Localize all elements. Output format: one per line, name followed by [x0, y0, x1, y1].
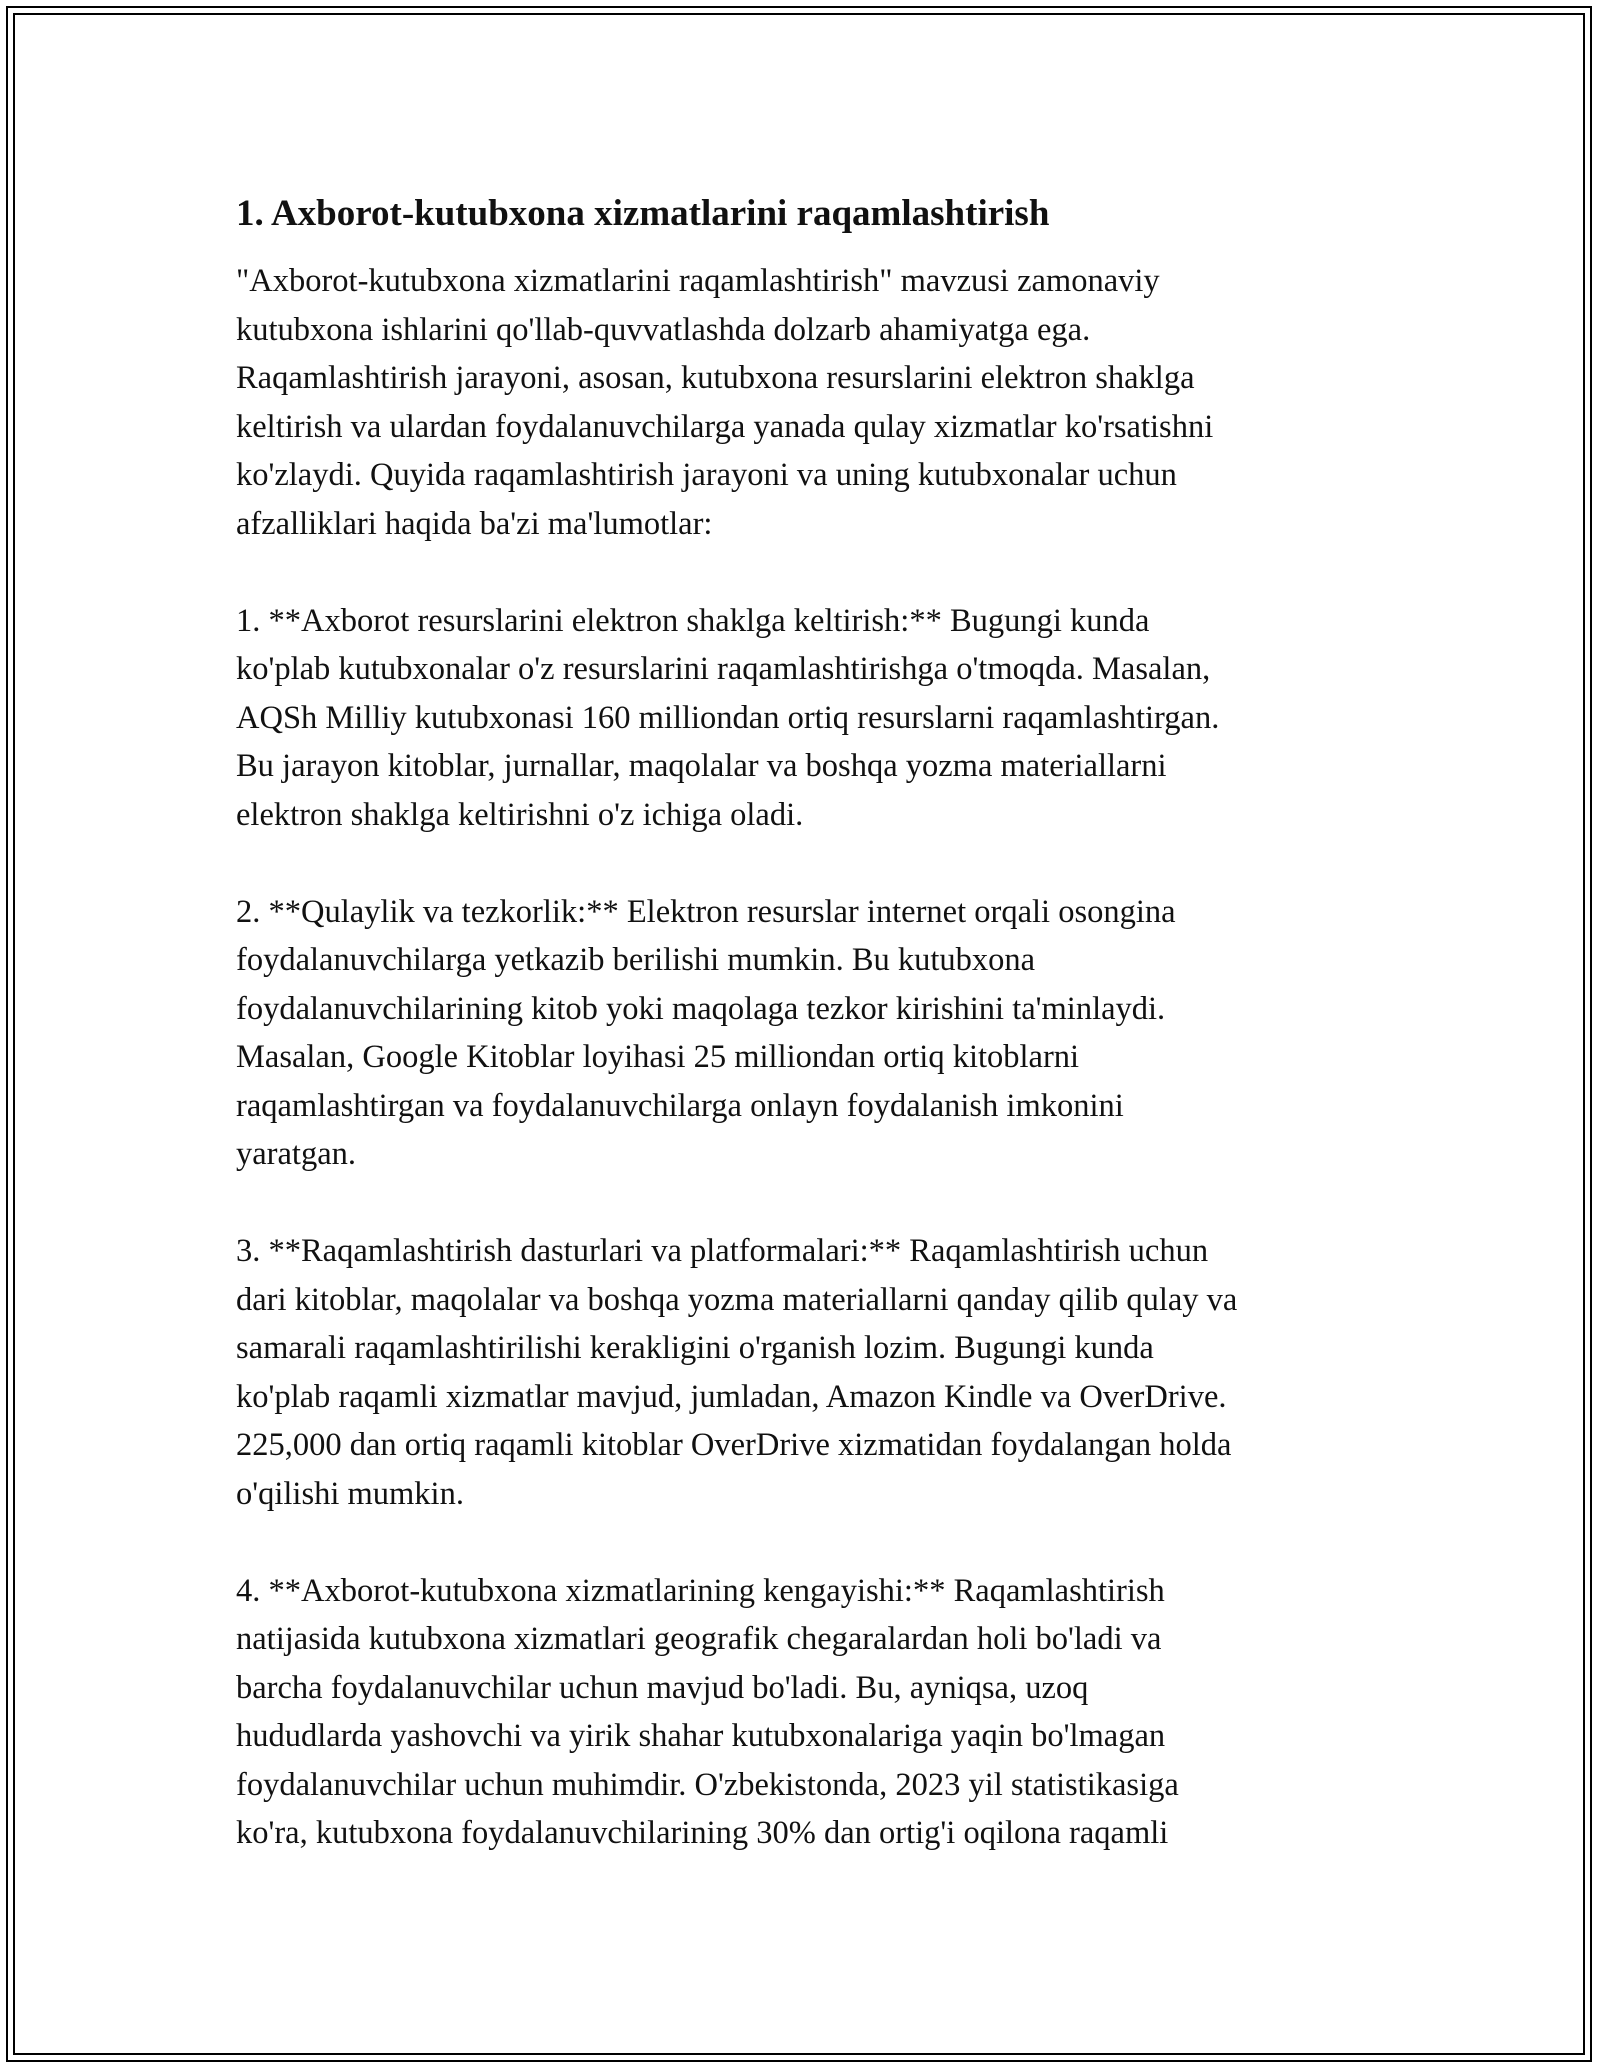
- text-line: Bu jarayon kitoblar, jurnallar, maqolalar va boshqa yozma materiallarni: [236, 748, 1167, 784]
- text-line: afzalliklari haqida ba'zi ma'lumotlar:: [236, 505, 713, 542]
- point-3-paragraph: [236, 1227, 1386, 1518]
- point-4-paragraph: [236, 1567, 1386, 1858]
- text-line: elektron shaklga keltirishni o'z ichiga oladi.: [236, 796, 804, 833]
- section-heading: 1. Axborot-kutubxona xizmatlarini raqamlashtirish: [236, 193, 1050, 234]
- text-line: dari kitoblar, maqolalar va boshqa yozma materiallarni qanday qilib qulay va: [236, 1281, 1238, 1318]
- point-1-paragraph: [236, 597, 1386, 840]
- text-line: ko'ra, kutubxona foydalanuvchilarining 30% dan ortig'i oqilona raqamli: [236, 1815, 1169, 1851]
- text-line: keltirish va ulardan foydalanuvchilarga yanada qulay xizmatlar ko'rsatishni: [236, 408, 1214, 445]
- intro-paragraph: [236, 257, 1386, 548]
- text-line: "Axborot-kutubxona xizmatlarini raqamlashtirish" mavzusi zamonaviy: [236, 263, 1160, 299]
- text-line: foydalanuvchilar uchun muhimdir. O'zbekistonda, 2023 yil statistikasiga: [236, 1766, 1179, 1803]
- text-line: 1. **Axborot resurslarini elektron shaklga keltirish:** Bugungi kunda: [236, 602, 1150, 639]
- text-line: kutubxona ishlarini qo'llab-quvvatlashda dolzarb ahamiyatga ega.: [236, 311, 1091, 348]
- text-line: hududlarda yashovchi va yirik shahar kutubxonalariga yaqin bo'lmagan: [236, 1718, 1166, 1754]
- text-line: ko'plab kutubxonalar o'z resurslarini raqamlashtirishga o'tmoqda. Masalan,: [236, 651, 1211, 687]
- text-line: yaratgan.: [236, 1136, 357, 1172]
- text-line: ko'plab raqamli xizmatlar mavjud, jumladan, Amazon Kindle va OverDrive.: [236, 1378, 1227, 1415]
- text-line: Masalan, Google Kitoblar loyihasi 25 milliondan ortiq kitoblarni: [236, 1039, 1080, 1075]
- text-line: ko'zlaydi. Quyida raqamlashtirish jarayoni va uning kutubxonalar uchun: [236, 457, 1177, 493]
- text-line: 2. **Qulaylik va tezkorlik:** Elektron resurslar internet orqali osongina: [236, 893, 1176, 930]
- text-line: raqamlashtirgan va foydalanuvchilarga onlayn foydalanish imkonini: [236, 1087, 1124, 1124]
- text-line: 3. **Raqamlashtirish dasturlari va platformalari:** Raqamlashtirish uchun: [236, 1233, 1209, 1269]
- text-line: o'qilishi mumkin.: [236, 1475, 464, 1512]
- document-body: [236, 190, 1386, 1906]
- text-line: AQSh Milliy kutubxonasi 160 milliondan ortiq resurslarni raqamlashtirgan.: [236, 699, 1220, 736]
- text-line: barcha foydalanuvchilar uchun mavjud bo'ladi. Bu, ayniqsa, uzoq: [236, 1669, 1089, 1706]
- point-2-paragraph: [236, 888, 1386, 1179]
- text-line: samarali raqamlashtirilishi kerakligini o'rganish lozim. Bugungi kunda: [236, 1330, 1154, 1366]
- text-line: Raqamlashtirish jarayoni, asosan, kutubxona resurslarini elektron shaklga: [236, 360, 1195, 396]
- text-line: 4. **Axborot-kutubxona xizmatlarining kengayishi:** Raqamlashtirish: [236, 1572, 1165, 1609]
- text-line: 225,000 dan ortiq raqamli kitoblar OverDrive xizmatidan foydalangan holda: [236, 1427, 1232, 1463]
- text-line: foydalanuvchilarining kitob yoki maqolaga tezkor kirishini ta'minlaydi.: [236, 990, 1166, 1027]
- text-line: foydalanuvchilarga yetkazib berilishi mumkin. Bu kutubxona: [236, 942, 1036, 978]
- text-line: natijasida kutubxona xizmatlari geografik chegaralardan holi bo'ladi va: [236, 1621, 1162, 1657]
